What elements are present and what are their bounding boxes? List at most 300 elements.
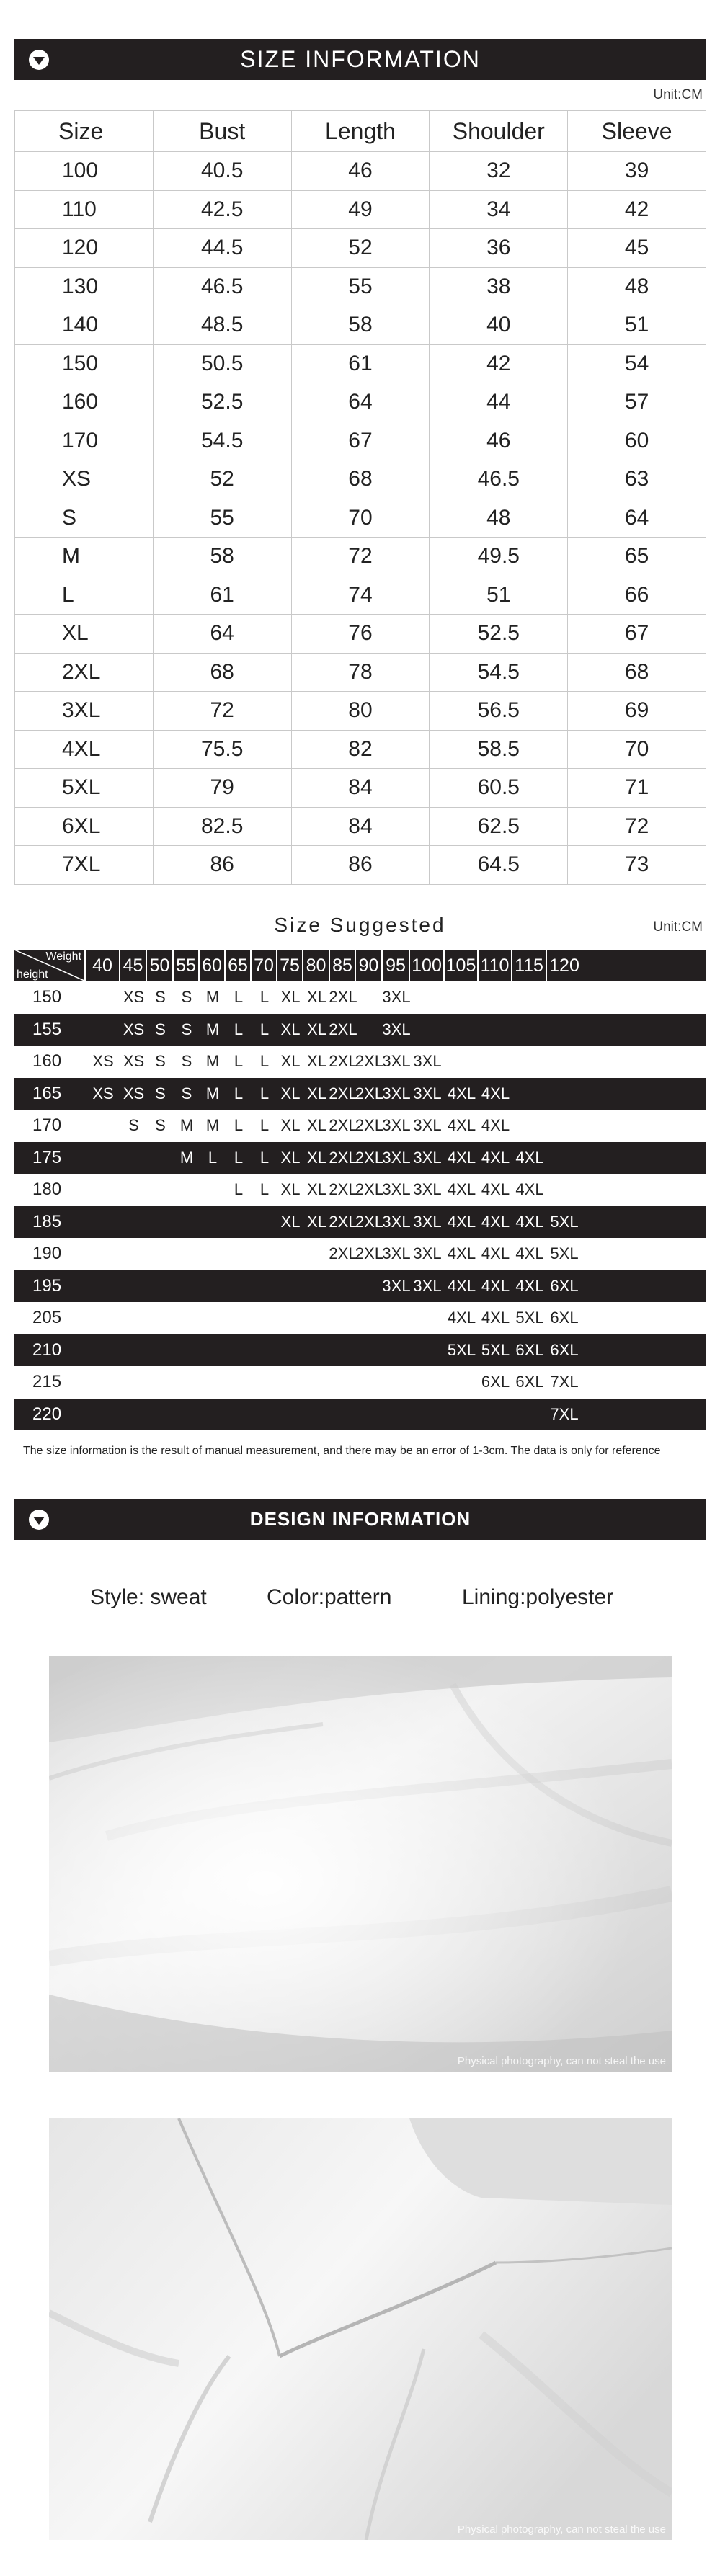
suggested-size-cell: XL [307,988,326,1007]
table-row [14,981,706,1014]
size-cell: 62.5 [430,807,568,846]
suggested-size-cell: 4XL [515,1180,544,1199]
suggested-size-cell: 3XL [382,1276,411,1295]
suggested-size-cell: L [259,1148,270,1167]
suggested-size-cell: 3XL [413,1180,442,1199]
size-cell: 58.5 [430,730,568,769]
suggested-size-cell: XL [280,1020,301,1038]
suggested-size-cell: 6XL [550,1309,579,1327]
size-cell: 100 [15,152,154,191]
suggested-size-cell: M [205,988,220,1007]
suggested-size-cell: XS [123,1052,145,1071]
suggested-size-cell: S [155,1116,166,1135]
size-cell: 48 [568,267,706,306]
weight-header-95: 95 [383,950,410,981]
table-row [14,1399,706,1431]
corner-height-label: height [17,968,48,981]
height-label: 160 [32,1051,62,1071]
suggested-size-cell: 6XL [515,1373,544,1391]
table-row [15,499,706,538]
suggested-size-cell: 2XL [355,1116,384,1135]
weight-header-85: 85 [330,950,356,981]
suggested-size-cell: S [181,1084,192,1102]
size-cell: 82 [291,730,430,769]
size-cell: 40 [430,306,568,345]
size-cell: 42 [430,344,568,383]
size-cell: 60.5 [430,769,568,808]
suggested-size-cell: 2XL [329,1180,357,1199]
weight-header-50: 50 [147,950,174,981]
suggested-size-cell: 4XL [481,1276,510,1295]
size-cell: 49.5 [430,538,568,576]
size-cell: 40.5 [153,152,291,191]
table-row [14,1366,706,1399]
table-row [14,1174,706,1206]
table-row [15,190,706,229]
suggested-size-cell: S [181,1052,192,1071]
weight-header-45: 45 [120,950,147,981]
suggested-size-cell: 3XL [382,988,411,1007]
size-cell: 39 [568,152,706,191]
suggested-size-cell: 3XL [413,1212,442,1231]
design-information-title: DESIGN INFORMATION [249,1508,471,1530]
weight-header-65: 65 [226,950,252,981]
suggested-size-cell: 3XL [382,1020,411,1038]
size-cell: 5XL [15,769,154,808]
suggested-size-cell: 4XL [515,1148,544,1167]
weight-header-60: 60 [200,950,226,981]
suggested-size-cell: XS [123,988,145,1007]
size-suggested-title: Size Suggested [274,914,446,936]
suggested-size-cell: L [234,1180,244,1199]
measurement-note: The size information is the result of manual measurement, and there may be an error of 1-3cm. The data is only for reference [23,1445,661,1457]
suggested-size-cell: 3XL [382,1212,411,1231]
suggested-size-cell: 4XL [447,1148,476,1167]
table-row [15,653,706,692]
size-cell: 70 [291,499,430,538]
size-cell: 68 [153,653,291,692]
suggested-size-cell: S [181,1020,192,1038]
suggested-size-cell: 4XL [515,1212,544,1231]
suggested-size-cell: XL [280,1052,301,1071]
size-information-table [14,110,706,885]
size-cell: 68 [568,653,706,692]
suggested-size-cell: 3XL [382,1116,411,1135]
suggested-size-cell: XL [280,1180,301,1199]
suggested-size-cell: 3XL [382,1148,411,1167]
weight-height-corner [14,950,86,981]
size-cell: 80 [291,692,430,731]
weight-header-80: 80 [303,950,330,981]
table-row [15,730,706,769]
suggested-size-cell: 4XL [481,1309,510,1327]
suggested-size-cell: L [259,1084,270,1102]
fabric-photo-2 [49,2118,672,2540]
chevron-down-icon [29,1510,49,1530]
suggested-size-cell: 7XL [550,1404,579,1423]
weight-header-70: 70 [252,950,277,981]
size-cell: 45 [568,229,706,268]
weight-header-90: 90 [356,950,383,981]
size-cell: 46.5 [430,460,568,499]
size-cell: 70 [568,730,706,769]
suggested-size-cell: S [128,1116,139,1135]
suggested-size-cell: 5XL [550,1244,579,1263]
height-label: 165 [32,1083,62,1103]
table-row [15,229,706,268]
suggested-size-cell: XL [307,1148,326,1167]
size-cell: 150 [15,344,154,383]
table-row [15,769,706,808]
suggested-size-cell: XL [307,1212,326,1231]
suggested-size-cell: 3XL [382,1180,411,1199]
suggested-size-cell: 4XL [481,1244,510,1263]
photo-watermark-1: Physical photography, can not steal the use [457,2055,666,2067]
size-cell: 84 [291,807,430,846]
table-row [15,692,706,731]
table-row [14,1334,706,1367]
table-row [14,1206,706,1239]
suggested-size-cell: 4XL [481,1084,510,1102]
suggested-size-cell: XL [307,1052,326,1071]
table-row [14,1142,706,1175]
size-information-header [14,39,706,80]
weight-header-75: 75 [277,950,303,981]
size-cell: 66 [568,576,706,615]
suggested-size-cell: L [259,988,270,1007]
size-suggested-unit: Unit:CM [653,919,703,935]
table-row [14,1110,706,1142]
size-cell: 51 [568,306,706,345]
size-cell: 61 [291,344,430,383]
suggested-size-cell: 3XL [413,1116,442,1135]
weight-header-120: 120 [549,955,579,976]
height-label: 205 [32,1308,62,1328]
suggested-size-cell: 2XL [355,1244,384,1263]
size-cell: 42 [568,190,706,229]
weight-header-100: 100 [410,950,445,981]
size-cell: 63 [568,460,706,499]
size-cell: 72 [291,538,430,576]
size-cell: 67 [568,615,706,654]
size-cell: 74 [291,576,430,615]
size-cell: 58 [291,306,430,345]
suggested-size-cell: XL [307,1020,326,1038]
color-attribute: Color:pattern [267,1585,392,1609]
size-cell: 78 [291,653,430,692]
size-col-header-sleeve: Sleeve [568,111,706,152]
suggested-size-cell: 2XL [355,1052,384,1071]
weight-header-40: 40 [86,950,120,981]
size-cell: 44 [430,383,568,422]
fabric-photo-2-image [49,2118,672,2540]
height-label: 150 [32,987,62,1007]
size-cell: 52 [291,229,430,268]
size-cell: 55 [291,267,430,306]
suggested-size-cell: 6XL [481,1373,510,1391]
suggested-size-cell: XL [280,1212,301,1231]
chevron-down-icon [29,50,49,70]
size-cell: 160 [15,383,154,422]
size-cell: 82.5 [153,807,291,846]
size-cell: 48 [430,499,568,538]
style-attribute: Style: sweat [90,1585,207,1609]
height-label: 185 [32,1211,62,1231]
suggested-size-cell: XL [280,988,301,1007]
table-row [14,1270,706,1303]
suggested-size-cell: 4XL [481,1116,510,1135]
suggested-size-cell: 2XL [329,1148,357,1167]
suggested-size-cell: XL [307,1116,326,1135]
table-row [15,846,706,885]
suggested-size-cell: 2XL [329,1052,357,1071]
suggested-size-cell: 4XL [515,1244,544,1263]
size-cell: 4XL [15,730,154,769]
weight-header-110: 110 [479,950,512,981]
suggested-size-cell: XS [123,1084,145,1102]
suggested-size-cell: 2XL [355,1084,384,1102]
suggested-size-cell: S [155,1052,166,1071]
size-cell: 42.5 [153,190,291,229]
size-cell: 58 [153,538,291,576]
size-cell: 51 [430,576,568,615]
table-row [15,576,706,615]
height-label: 175 [32,1147,62,1167]
suggested-size-cell: L [234,988,244,1007]
size-cell: XS [15,460,154,499]
size-cell: 65 [568,538,706,576]
suggested-size-cell: M [205,1084,220,1102]
suggested-size-cell: 3XL [413,1148,442,1167]
suggested-size-cell: 3XL [413,1052,442,1071]
table-row [15,383,706,422]
suggested-size-cell: 3XL [382,1052,411,1071]
suggested-size-cell: XS [123,1020,145,1038]
height-label: 170 [32,1115,62,1136]
suggested-size-cell: M [179,1148,194,1167]
table-row [15,460,706,499]
size-cell: 55 [153,499,291,538]
size-cell: 52.5 [430,615,568,654]
size-cell: 38 [430,267,568,306]
suggested-size-cell: M [205,1020,220,1038]
size-cell: 130 [15,267,154,306]
table-row [15,152,706,191]
suggested-size-cell: 2XL [355,1212,384,1231]
suggested-size-cell: 3XL [413,1276,442,1295]
size-cell: 64 [291,383,430,422]
table-row [15,538,706,576]
suggested-size-cell: 5XL [550,1212,579,1231]
size-cell: 34 [430,190,568,229]
weight-header-105: 105 [445,950,479,981]
suggested-size-cell: 3XL [413,1084,442,1102]
size-cell: 54 [568,344,706,383]
size-cell: 75.5 [153,730,291,769]
table-row [15,807,706,846]
table-row [14,1238,706,1270]
size-cell: 46.5 [153,267,291,306]
size-cell: 86 [291,846,430,885]
fabric-photo-1 [49,1656,672,2072]
table-row [15,306,706,345]
suggested-size-cell: 7XL [550,1373,579,1391]
size-cell: 73 [568,846,706,885]
suggested-size-cell: 5XL [515,1309,544,1327]
size-cell: 64 [153,615,291,654]
suggested-size-cell: XL [280,1084,301,1102]
size-cell: 84 [291,769,430,808]
suggested-size-cell: 2XL [329,988,357,1007]
size-cell: 2XL [15,653,154,692]
suggested-size-cell: 3XL [382,1084,411,1102]
size-cell: 52.5 [153,383,291,422]
table-row [14,1078,706,1110]
suggested-size-cell: 3XL [413,1244,442,1263]
suggested-size-cell: L [234,1148,244,1167]
size-cell: 54.5 [430,653,568,692]
size-cell: 46 [291,152,430,191]
weight-header-55: 55 [174,950,200,981]
suggested-size-cell: S [181,988,192,1007]
suggested-size-cell: 2XL [329,1020,357,1038]
suggested-size-cell: XS [92,1052,114,1071]
suggested-size-cell: S [155,988,166,1007]
size-cell: L [15,576,154,615]
size-cell: 3XL [15,692,154,731]
suggested-size-cell: 2XL [329,1244,357,1263]
size-cell: 52 [153,460,291,499]
size-cell: 7XL [15,846,154,885]
size-cell: 64.5 [430,846,568,885]
size-cell: 44.5 [153,229,291,268]
size-suggested-header-row [14,950,706,981]
suggested-size-cell: L [259,1180,270,1199]
size-cell: 50.5 [153,344,291,383]
suggested-size-cell: XS [92,1084,114,1102]
suggested-size-cell: 4XL [481,1148,510,1167]
size-cell: 57 [568,383,706,422]
suggested-size-cell: 4XL [447,1276,476,1295]
size-cell: 6XL [15,807,154,846]
size-cell: 72 [568,807,706,846]
suggested-size-cell: 4XL [447,1212,476,1231]
suggested-size-cell: M [179,1116,194,1135]
lining-attribute: Lining:polyester [462,1585,614,1609]
suggested-size-cell: 6XL [550,1340,579,1359]
suggested-size-cell: M [205,1052,220,1071]
height-label: 220 [32,1404,62,1424]
size-cell: 68 [291,460,430,499]
suggested-size-cell: 2XL [329,1116,357,1135]
fabric-photo-1-image [49,1656,672,2072]
size-cell: 56.5 [430,692,568,731]
suggested-size-cell: M [205,1116,220,1135]
suggested-size-cell: 4XL [447,1116,476,1135]
height-label: 195 [32,1275,62,1296]
table-row [14,1302,706,1334]
suggested-size-cell: XL [307,1180,326,1199]
size-cell: M [15,538,154,576]
suggested-size-cell: 2XL [329,1212,357,1231]
suggested-size-cell: S [155,1020,166,1038]
size-cell: 54.5 [153,422,291,460]
suggested-size-cell: 5XL [447,1340,476,1359]
weight-header-115: 115 [512,950,547,981]
size-table-header-row [15,111,706,152]
suggested-size-cell: 3XL [382,1244,411,1263]
suggested-size-cell: 2XL [329,1084,357,1102]
size-cell: XL [15,615,154,654]
suggested-size-cell: L [234,1020,244,1038]
size-cell: 46 [430,422,568,460]
size-cell: 49 [291,190,430,229]
table-row [15,344,706,383]
size-col-header-shoulder: Shoulder [430,111,568,152]
suggested-size-cell: 4XL [447,1244,476,1263]
size-cell: 140 [15,306,154,345]
size-cell: 61 [153,576,291,615]
table-row [15,615,706,654]
size-cell: 76 [291,615,430,654]
height-label: 155 [32,1019,62,1039]
size-cell: 60 [568,422,706,460]
suggested-size-cell: S [155,1084,166,1102]
suggested-size-cell: 4XL [447,1084,476,1102]
size-cell: 170 [15,422,154,460]
table-row [14,1046,706,1078]
suggested-size-cell: XL [280,1116,301,1135]
size-cell: 79 [153,769,291,808]
size-cell: 72 [153,692,291,731]
suggested-size-cell: XL [307,1084,326,1102]
suggested-size-cell: 4XL [447,1180,476,1199]
suggested-size-cell: L [259,1020,270,1038]
suggested-size-cell: L [234,1084,244,1102]
suggested-size-cell: 5XL [481,1340,510,1359]
photo-watermark-2: Physical photography, can not steal the use [457,2523,666,2536]
height-label: 190 [32,1244,62,1264]
suggested-size-cell: L [259,1052,270,1071]
suggested-size-cell: 6XL [515,1340,544,1359]
size-cell: 71 [568,769,706,808]
size-information-title: SIZE INFORMATION [240,46,481,72]
suggested-size-cell: 4XL [515,1276,544,1295]
size-suggested-grid [14,950,706,1430]
size-cell: 67 [291,422,430,460]
size-cell: 48.5 [153,306,291,345]
size-cell: 110 [15,190,154,229]
suggested-size-cell: 4XL [481,1212,510,1231]
height-label: 210 [32,1340,62,1360]
suggested-size-cell: 6XL [550,1276,579,1295]
suggested-size-cell: 2XL [355,1148,384,1167]
height-label: 215 [32,1372,62,1392]
suggested-size-cell: XL [280,1148,301,1167]
size-cell: 120 [15,229,154,268]
suggested-size-cell: L [259,1116,270,1135]
size-cell: S [15,499,154,538]
suggested-size-cell: 4XL [447,1309,476,1327]
size-cell: 69 [568,692,706,731]
size-cell: 32 [430,152,568,191]
suggested-size-cell: L [208,1148,218,1167]
suggested-size-cell: 2XL [355,1180,384,1199]
corner-weight-label: Weight [45,950,81,963]
design-information-header [14,1499,706,1540]
table-row [14,1014,706,1046]
table-row [15,267,706,306]
